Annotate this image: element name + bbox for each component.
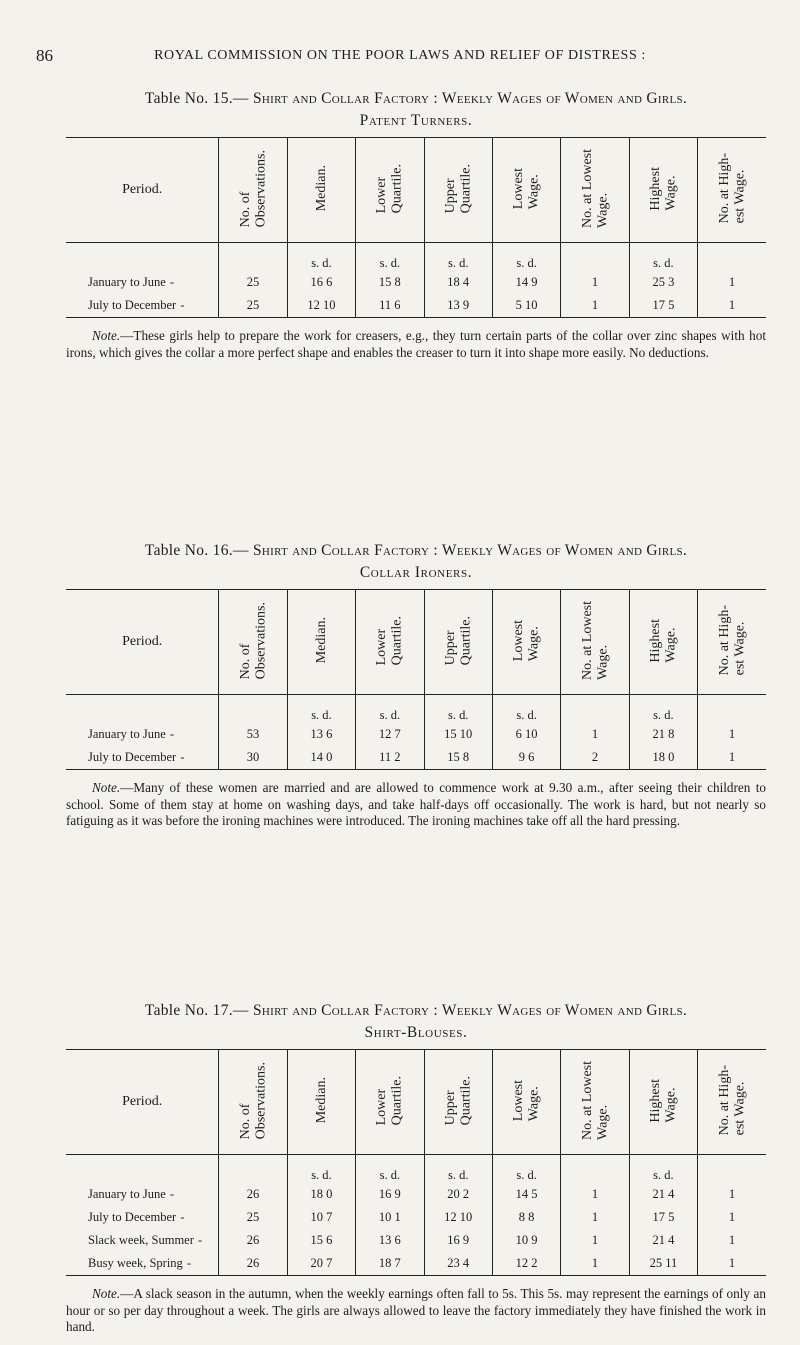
table-cell [492,1183,560,1206]
page-number: 86 [36,46,53,65]
table-cell [287,1252,355,1276]
note-label: Note. [92,328,121,344]
column-header [698,138,766,243]
unit-cell [698,695,766,724]
table-cell [698,1252,766,1276]
table-cell [492,294,560,318]
cell-value: 15 8 [378,275,401,290]
table-caption: Shirt and Collar Factory : Weekly Wages of Women and Girls. [252,542,688,559]
column-header-label: Period. [122,634,163,650]
table-number: Table No. 16.— [144,542,249,559]
cell-value: 14 9 [515,275,538,290]
wages-table [66,137,766,318]
table-cell [219,1229,287,1252]
table-cell [698,1183,766,1206]
unit-cell: s. d. [356,1155,424,1184]
cell-value: 1 [728,1187,736,1202]
column-header [287,138,355,243]
cell-value: 1 [591,1233,599,1248]
unit-row [66,1155,766,1184]
table-cell [492,723,560,746]
column-header [356,590,424,695]
column-header [492,138,560,243]
column-header-label: Highest Wage. [648,166,679,211]
column-header-label: Highest Wage. [648,618,679,663]
column-header-label: No. at High- est Wage. [716,153,748,224]
leader-dots: - [193,1233,204,1248]
table-cell [287,1229,355,1252]
cell-value: 21 4 [652,1233,675,1248]
column-header-label: Upper Quartile. [442,615,474,666]
column-header-period [66,138,219,243]
table-section [66,1000,766,1336]
unit-cell: s. d. [287,243,355,272]
cell-value: 18 7 [378,1256,401,1271]
table-cell [356,1206,424,1229]
table-row [66,723,766,746]
column-header [219,590,287,695]
cell-value: 1 [728,750,736,765]
cell-value: 1 [728,275,736,290]
table-cell [356,271,424,294]
note-label: Note. [92,780,121,796]
table-cell [356,746,424,770]
table-cell [698,723,766,746]
cell-value: 14 0 [310,750,333,765]
column-header-label: No. of Observations. [237,1061,269,1140]
running-head: ROYAL COMMISSION ON THE POOR LAWS AND RELIEF OF DISTRESS : [154,48,646,63]
table-note [66,1286,766,1336]
table-cell [629,723,697,746]
cell-value: 10 7 [310,1210,333,1225]
header-row [66,1050,766,1155]
column-header-period [66,1050,219,1155]
table-caption: Shirt and Collar Factory : Weekly Wages of Women and Girls. [252,1002,688,1019]
unit-cell: s. d. [629,695,697,724]
row-period [66,1229,219,1252]
cell-value: 12 2 [515,1256,538,1271]
table-cell [287,271,355,294]
column-header [219,1050,287,1155]
wages-table [66,589,766,770]
table-row [66,1229,766,1252]
table-title [66,1000,766,1022]
column-header-label: Median. [313,1077,329,1124]
cell-value: 25 11 [649,1256,678,1271]
table-number: Table No. 15.— [144,90,249,107]
table-cell [561,1229,629,1252]
table-cell [424,271,492,294]
table-section [66,540,766,830]
table-section [66,88,766,361]
cell-value: Busy week, Spring [88,1256,183,1271]
unit-cell [561,243,629,272]
column-header [698,1050,766,1155]
table-cell [219,1183,287,1206]
table-cell [629,746,697,770]
cell-value: 53 [246,727,260,742]
cell-value: 1 [591,298,599,313]
table-cell [424,723,492,746]
cell-value: 18 4 [447,275,470,290]
table-cell [561,1252,629,1276]
row-period [66,294,219,318]
row-period [66,1252,219,1276]
column-header [492,590,560,695]
column-header-label: Lowest Wage. [511,619,542,661]
header-row [66,138,766,243]
cell-value: 15 6 [310,1233,333,1248]
cell-value: 16 9 [447,1233,470,1248]
cell-value: January to June [88,1187,166,1202]
table-cell [287,1183,355,1206]
table-cell [356,723,424,746]
unit-cell: s. d. [424,243,492,272]
cell-value: 26 [246,1187,260,1202]
column-header-label: No. at Lowest Wage. [579,600,610,680]
cell-value: 10 1 [378,1210,401,1225]
table-cell [219,271,287,294]
column-header-label: Lower Quartile. [374,615,405,666]
cell-value: 9 6 [518,750,535,765]
column-header-label: Highest Wage. [648,1078,679,1123]
column-header-label: Lowest Wage. [511,1079,542,1121]
table-cell [698,294,766,318]
cell-value: 25 [246,298,260,313]
leader-dots: - [165,727,176,742]
cell-value: 11 6 [379,298,401,313]
table-cell [356,1183,424,1206]
table-title [66,540,766,562]
cell-value: 12 7 [378,727,401,742]
cell-value: 1 [728,1256,736,1271]
table-cell [219,1206,287,1229]
column-header-label: Lowest Wage. [511,167,542,209]
table-cell [492,271,560,294]
column-header-label: Lower Quartile. [374,1075,405,1126]
cell-value: 1 [591,275,599,290]
table-cell [287,1206,355,1229]
row-period [66,271,219,294]
table-row [66,1206,766,1229]
table-row [66,746,766,770]
cell-value: 1 [728,1210,736,1225]
cell-value: 16 9 [378,1187,401,1202]
column-header [424,138,492,243]
note-label: Note. [92,1286,121,1302]
table-cell [492,1206,560,1229]
table-cell [561,746,629,770]
table-cell [356,294,424,318]
cell-value: July to December [88,750,177,765]
column-header-label: No. at Lowest Wage. [579,148,610,228]
cell-value: 12 10 [444,1210,473,1225]
unit-row [66,243,766,272]
cell-value: 21 4 [652,1187,675,1202]
unit-cell: s. d. [629,1155,697,1184]
table-cell [698,1206,766,1229]
column-header-label: No. at High- est Wage. [716,605,748,676]
cell-value: 18 0 [652,750,675,765]
cell-value: 1 [591,1210,599,1225]
unit-cell [66,243,219,272]
table-subtitle: Patent Turners. [359,111,473,129]
unit-cell: s. d. [356,695,424,724]
table-cell [561,1206,629,1229]
cell-value: 16 6 [310,275,333,290]
column-header [561,1050,629,1155]
column-header-label: Lower Quartile. [374,163,405,214]
column-header [629,1050,697,1155]
table-cell [424,294,492,318]
column-header [698,590,766,695]
unit-cell [219,1155,287,1184]
cell-value: 1 [728,727,736,742]
column-header-label: No. of Observations. [237,601,269,680]
table-cell [629,271,697,294]
cell-value: 17 5 [652,298,675,313]
column-header [629,138,697,243]
column-header [287,590,355,695]
column-header [629,590,697,695]
note-text: —Many of these women are married and are allowed to commence work at 9.30 a.m., after seeing their children to school. Some of them stay at home on washing days, and take half-days off occasionally. The work is hard, but not nearly so fatiguing as it was before the ironing machines were introduced. The ironing machines take off all the hard pressing. [66,780,766,829]
column-header [424,1050,492,1155]
cell-value: 13 9 [447,298,470,313]
leader-dots: - [176,750,186,765]
table-cell [561,271,629,294]
table-cell [492,1229,560,1252]
column-header [356,1050,424,1155]
cell-value: 1 [591,1187,599,1202]
table-title [66,88,766,110]
table-cell [424,1183,492,1206]
cell-value: 13 6 [310,727,333,742]
cell-value: 21 8 [652,727,675,742]
unit-cell [698,243,766,272]
table-cell [629,1183,697,1206]
table-row [66,1183,766,1206]
header-row [66,590,766,695]
table-cell [219,746,287,770]
column-header [219,138,287,243]
cell-value: 10 9 [515,1233,538,1248]
leader-dots: - [165,1187,176,1202]
unit-cell [561,1155,629,1184]
table-row [66,1252,766,1276]
table-row [66,294,766,318]
unit-cell: s. d. [356,243,424,272]
column-header-label: Upper Quartile. [442,1075,474,1126]
unit-cell: s. d. [492,1155,560,1184]
leader-dots: - [176,298,186,313]
column-header-period [66,590,219,695]
column-header-label: Upper Quartile. [442,163,474,214]
table-number: Table No. 17.— [144,1002,249,1019]
table-subtitle: Shirt-Blouses. [364,1023,468,1041]
cell-value: 8 8 [518,1210,535,1225]
unit-cell [698,1155,766,1184]
column-header [287,1050,355,1155]
note-text: —These girls help to prepare the work for creasers, e.g., they turn certain parts of the collar over zinc shapes with hot irons, which gives the collar a more perfect shape and enables the creaser to turn it into shape more easily. No deductions. [66,328,766,360]
column-header-label: Median. [313,165,329,212]
table-cell [492,1252,560,1276]
cell-value: 30 [246,750,260,765]
table-cell [424,1229,492,1252]
row-period [66,723,219,746]
cell-value: 6 10 [515,727,538,742]
table-note [66,328,766,361]
column-header [492,1050,560,1155]
leader-dots: - [182,1256,193,1271]
unit-cell [219,243,287,272]
column-header-label: No. at High- est Wage. [716,1065,748,1136]
cell-value: 26 [246,1256,260,1271]
unit-cell: s. d. [424,1155,492,1184]
column-header [424,590,492,695]
cell-value: 1 [728,1233,736,1248]
column-header-label: Median. [313,617,329,664]
column-header-label: Period. [122,182,163,198]
table-cell [698,271,766,294]
note-text: —A slack season in the autumn, when the weekly earnings often fall to 5s. This 5s. may represent the earnings of only an hour or so per day throughout a week. The girls are always allowed to leave the factory immediately they have finished the work in hand. [66,1286,766,1335]
table-cell [629,1252,697,1276]
column-header [561,590,629,695]
cell-value: 25 3 [652,275,675,290]
cell-value: 11 2 [379,750,401,765]
cell-value: 5 10 [515,298,538,313]
table-cell [356,1229,424,1252]
leader-dots: - [176,1210,186,1225]
cell-value: 15 10 [444,727,473,742]
table-caption: Shirt and Collar Factory : Weekly Wages of Women and Girls. [252,90,688,107]
unit-cell [561,695,629,724]
table-cell [287,723,355,746]
cell-value: 25 [246,275,260,290]
cell-value: 14 5 [515,1187,538,1202]
table-note [66,780,766,830]
cell-value: 12 10 [307,298,336,313]
cell-value: 2 [591,750,599,765]
cell-value: 20 2 [447,1187,470,1202]
unit-cell [219,695,287,724]
cell-value: 17 5 [652,1210,675,1225]
cell-value: January to June [88,727,166,742]
column-header [356,138,424,243]
unit-cell: s. d. [424,695,492,724]
table-cell [629,294,697,318]
table-cell [356,1252,424,1276]
unit-cell: s. d. [287,695,355,724]
table-cell [629,1206,697,1229]
column-header-label: No. at Lowest Wage. [579,1060,610,1140]
table-cell [219,1252,287,1276]
unit-cell: s. d. [287,1155,355,1184]
table-cell [698,746,766,770]
table-cell [424,1252,492,1276]
row-period [66,1183,219,1206]
table-cell [561,294,629,318]
table-cell [219,294,287,318]
table-cell [698,1229,766,1252]
cell-value: 26 [246,1233,260,1248]
cell-value: 25 [246,1210,260,1225]
cell-value: July to December [88,298,177,313]
row-period [66,1206,219,1229]
table-cell [629,1229,697,1252]
cell-value: 20 7 [310,1256,333,1271]
column-header-label: No. of Observations. [237,149,269,228]
unit-row [66,695,766,724]
table-row [66,271,766,294]
cell-value: 1 [591,1256,599,1271]
unit-cell: s. d. [492,243,560,272]
cell-value: 13 6 [378,1233,401,1248]
wages-table [66,1049,766,1276]
unit-cell [66,1155,219,1184]
column-header [561,138,629,243]
unit-cell: s. d. [492,695,560,724]
leader-dots: - [165,275,176,290]
table-cell [561,723,629,746]
cell-value: July to December [88,1210,177,1225]
table-cell [424,1206,492,1229]
table-cell [287,746,355,770]
cell-value: Slack week, Summer [88,1233,194,1248]
cell-value: 1 [591,727,599,742]
unit-cell: s. d. [629,243,697,272]
table-cell [492,746,560,770]
table-cell [287,294,355,318]
cell-value: 18 0 [310,1187,333,1202]
table-cell [561,1183,629,1206]
table-cell [219,723,287,746]
unit-cell [66,695,219,724]
row-period [66,746,219,770]
table-cell [424,746,492,770]
table-subtitle: Collar Ironers. [359,563,473,581]
column-header-label: Period. [122,1094,163,1110]
cell-value: 23 4 [447,1256,470,1271]
cell-value: 1 [728,298,736,313]
cell-value: 15 8 [447,750,470,765]
cell-value: January to June [88,275,166,290]
